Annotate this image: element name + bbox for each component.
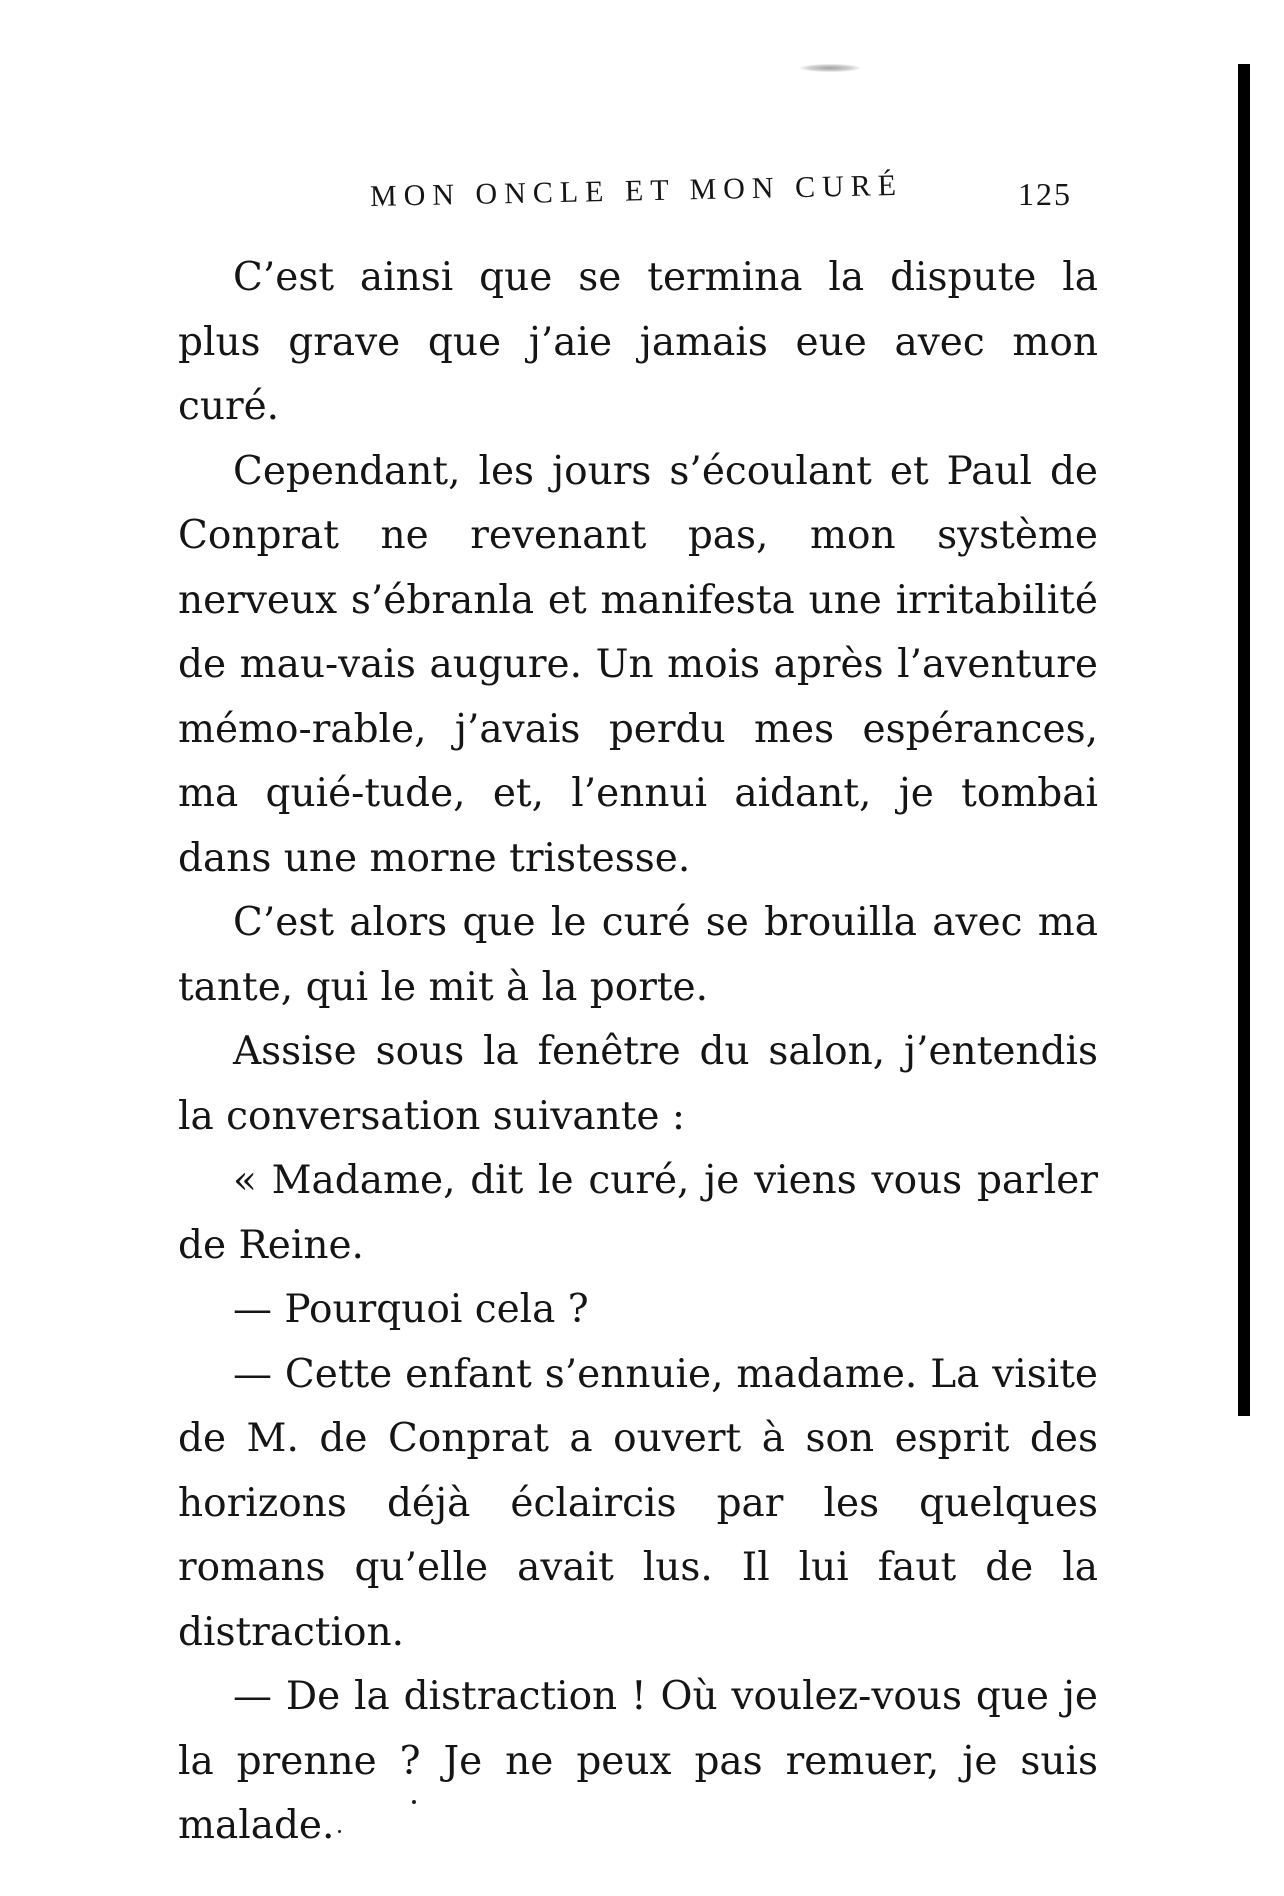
paragraph: « Madame, dit le curé, je viens vous parler de Reine. <box>178 1158 1098 1268</box>
running-title: MON ONCLE ET MON CURÉ <box>369 168 904 213</box>
print-speck <box>338 1830 341 1833</box>
paragraph: C’est alors que le curé se brouilla avec ma tante, qui le mit à la porte. <box>178 900 1098 1010</box>
print-speck <box>412 1800 416 1804</box>
body-text <box>178 246 1098 1859</box>
page-edge-shadow <box>1238 64 1250 1416</box>
paragraph: — Cette enfant s’ennuie, madame. La visite de M. de Conprat a ouvert à son esprit des horizons déjà éclaircis par les quelques romans qu’elle avait lus. Il lui faut de la distraction. <box>178 1351 1098 1655</box>
ink-smudge <box>800 64 860 72</box>
paragraph: Cependant, les jours s’écoulant et Paul de Conprat ne revenant pas, mon système nerveux s’ébranla et manifesta une irritabilité de mau-vais augure. Un mois après l’aventure mémo-rable, j’avais perdu mes espérances, ma quié-tude, et, l’ennui aidant, je tombai dans une morne tristesse. <box>178 448 1098 881</box>
paragraph: — De la distraction ! Où voulez-vous que je la prenne ? Je ne peux pas remuer, je suis malade. <box>178 1674 1098 1848</box>
page-number: 125 <box>1018 176 1072 212</box>
paragraph: Assise sous la fenêtre du salon, j’entendis la conversation suivante : <box>178 1029 1098 1139</box>
paragraph: — Pourquoi cela ? <box>233 1287 589 1332</box>
paragraph: C’est ainsi que se termina la dispute la plus grave que j’aie jamais eue avec mon curé. <box>178 255 1098 429</box>
